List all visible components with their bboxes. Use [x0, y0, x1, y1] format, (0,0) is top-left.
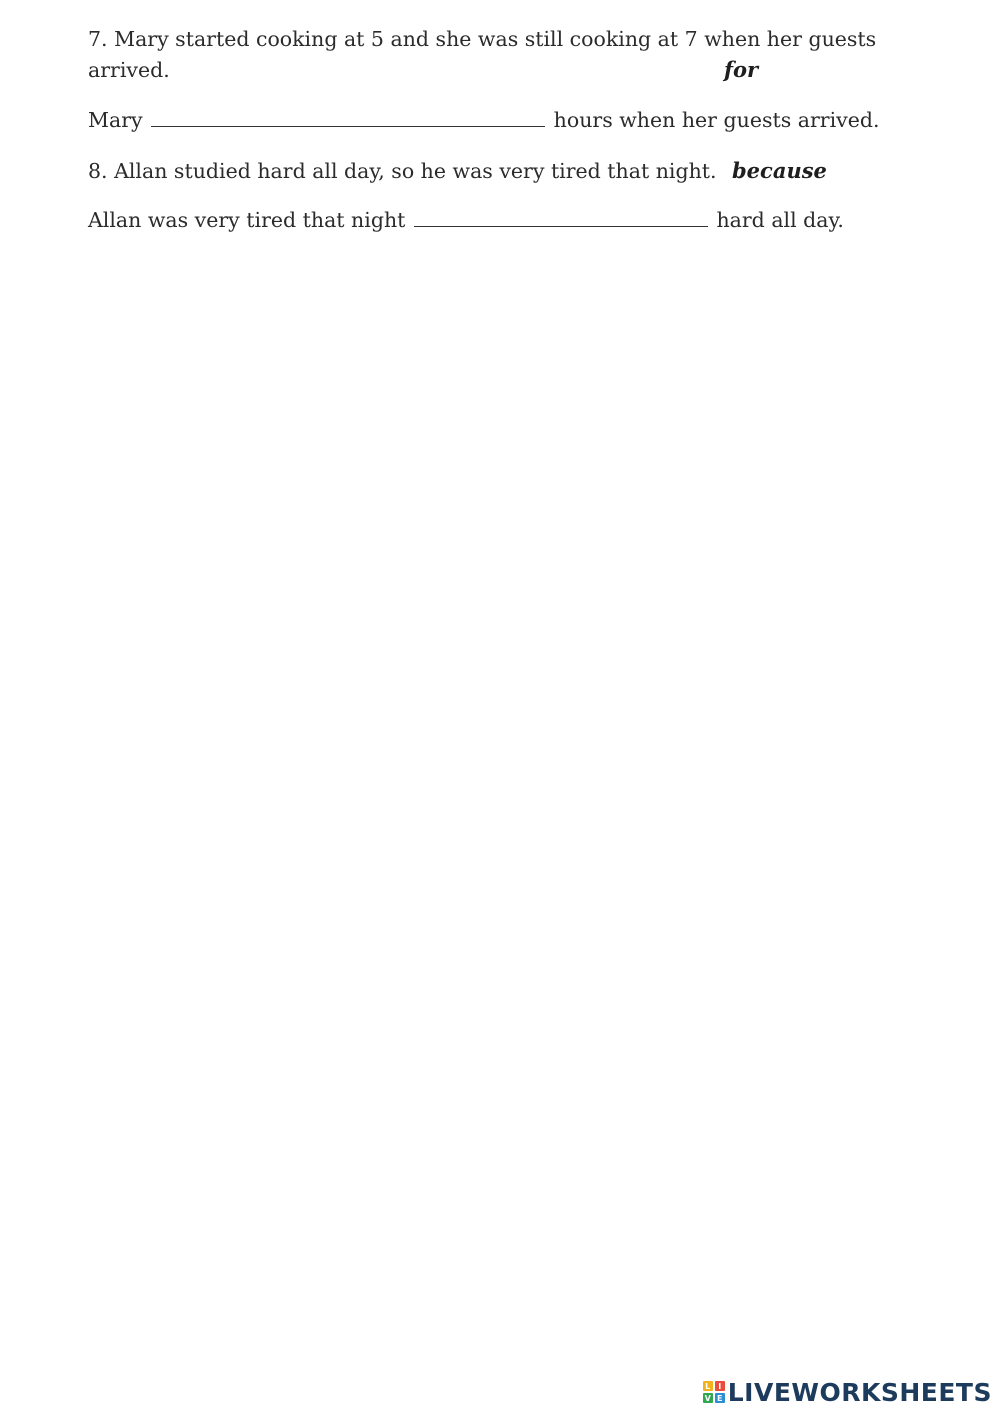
logo-mark-e: E [715, 1393, 725, 1403]
exercise-7-keyword: for [724, 57, 759, 82]
logo-mark-v: V [704, 1393, 711, 1403]
exercise-8-answer-end: hard all day. [716, 208, 844, 232]
exercise-8-keyword: because [732, 158, 827, 183]
exercise-7-prompt-line2: arrived. [88, 58, 170, 82]
logo-mark-l: L [703, 1381, 713, 1391]
liveworksheets-logo-icon [703, 1381, 725, 1403]
exercise-8-answer-blank[interactable] [414, 208, 708, 227]
logo-mark-i: I [715, 1381, 725, 1391]
exercise-7-answer-line [88, 108, 879, 132]
liveworksheets-logo-text: LIVEWORKSHEETS [727, 1377, 992, 1407]
exercise-7-prompt-line1: 7. Mary started cooking at 5 and she was still cooking at 7 when her guests [88, 27, 877, 51]
exercise-8-answer-line [88, 208, 844, 232]
exercise-8-prompt: 8. Allan studied hard all day, so he was very tired that night. [88, 159, 717, 183]
exercise-7-answer-end: hours when her guests arrived. [553, 108, 880, 132]
exercise-7-answer-blank[interactable] [151, 108, 545, 127]
exercise-8-answer-start: Allan was very tired that night [88, 208, 406, 232]
liveworksheets-logo [703, 1377, 992, 1407]
exercise-7-answer-start: Mary [88, 108, 143, 132]
